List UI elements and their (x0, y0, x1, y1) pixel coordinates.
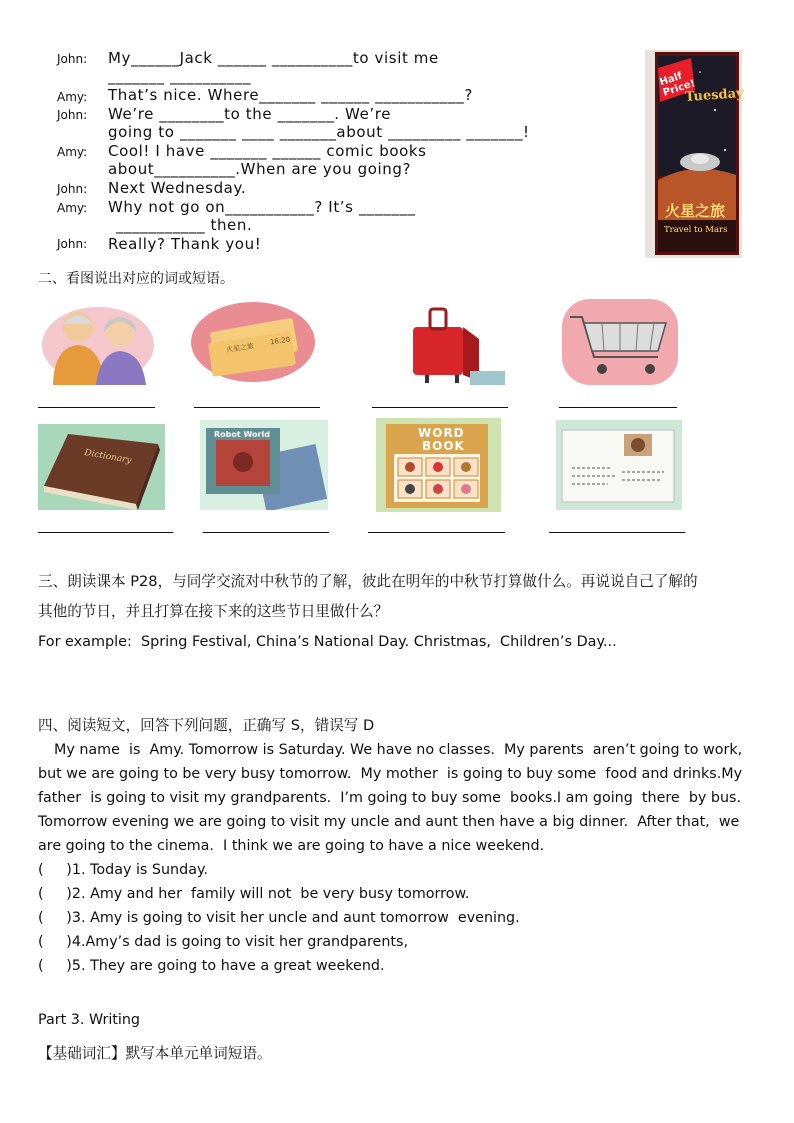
passage-line: but we are going to be very busy tomorrow. My mother is going to buy some food and drinks.My (38, 766, 743, 782)
speaker: Amy: (57, 201, 88, 215)
dialogue-line: Really? Thank you! (108, 235, 262, 253)
comic-book-picture (200, 420, 328, 510)
wordbook-title-1: WORD (418, 426, 465, 440)
answer-line[interactable] (368, 532, 505, 533)
section4-heading: 四、阅读短文，回答下列问题，正确写 S，错误写 D (38, 717, 375, 734)
dictionary-picture (38, 424, 165, 510)
reading-passage (38, 738, 758, 858)
question-4[interactable]: ( )4.Amy’s dad is going to visit her grandparents, (38, 934, 409, 950)
question-3[interactable]: ( )3. Amy is going to visit her uncle and aunt tomorrow evening. (38, 910, 520, 926)
dialogue-line: _______ __________ (108, 67, 252, 85)
dialogue-line: Why not go on___________? It’s _______ (108, 198, 416, 216)
movie-poster (645, 50, 745, 258)
answer-line[interactable] (372, 407, 508, 408)
poster-title-cn: 火星之旅 (665, 202, 726, 220)
dialogue-line: going to _______ ____ _______about _________ _______! (108, 123, 530, 141)
ticket-text: 火星之旅 (225, 342, 255, 354)
part3-subtitle: 【基础词汇】默写本单元单词短语。 (38, 1045, 272, 1062)
speaker: John: (57, 182, 88, 196)
answer-line[interactable] (203, 532, 329, 533)
answer-line[interactable] (559, 407, 677, 408)
comic-title: Robot World (214, 430, 270, 439)
passage-line: Tomorrow evening we are going to visit my uncle and aunt then have a big dinner. After that, we (38, 814, 740, 830)
dialogue-line: We’re ________to the _______. We’re (108, 105, 392, 123)
speaker: Amy: (57, 145, 88, 159)
speaker: John: (57, 52, 88, 66)
dictionary-title: Dictionary (83, 447, 133, 467)
tickets-picture (190, 299, 316, 385)
dialogue-line: Next Wednesday. (108, 179, 247, 197)
speaker: John: (57, 237, 88, 251)
wordbook-title-2: BOOK (422, 439, 465, 453)
speaker: John: (57, 108, 88, 122)
dialogue-line: My______Jack ______ __________to visit me (108, 49, 439, 67)
question-5[interactable]: ( )5. They are going to have a great weekend. (38, 958, 385, 974)
answer-line[interactable] (38, 532, 173, 533)
shopping-cart-picture (562, 299, 678, 385)
question-1[interactable]: ( )1. Today is Sunday. (38, 862, 208, 878)
section3-heading-line2: 其他的节日，并且打算在接下来的这些节日里做什么？ (38, 603, 389, 620)
passage-line: are going to the cinema. I think we are going to have a nice weekend. (38, 838, 545, 854)
answer-line[interactable] (38, 407, 155, 408)
ticket-time: 16:20 (269, 335, 291, 347)
answer-line[interactable] (194, 407, 320, 408)
grandparents-picture (38, 299, 156, 385)
word-book-picture (376, 418, 501, 512)
passage-line: My name is Amy. Tomorrow is Saturday. We have no classes. My parents aren’t going to work, (54, 742, 743, 758)
part3-title: Part 3. Writing (38, 1012, 141, 1028)
section3-heading-line1: 三、朗读课本 P28，与同学交流对中秋节的了解，彼此在明年的中秋节打算做什么。再说说自己了解的 (38, 573, 698, 590)
suitcase-picture (395, 299, 505, 385)
passage-line: father is going to visit my grandparents. I’m going to buy some books.I am going there by bus. (38, 790, 742, 806)
poster-badge: Half Price! (658, 70, 697, 99)
question-2[interactable]: ( )2. Amy and her family will not be very busy tomorrow. (38, 886, 470, 902)
dialogue-line: That’s nice. Where_______ ______ ___________? (108, 86, 473, 104)
dialogue-line: ___________ then. (116, 216, 253, 234)
dialogue-line: about__________.When are you going? (108, 160, 412, 178)
dialogue-line: Cool! I have _______ ______ comic books (108, 142, 427, 160)
poster-title-en: Travel to Mars (664, 225, 728, 235)
section3-example: For example: Spring Festival, China’s National Day. Christmas, Children’s Day... (38, 634, 617, 650)
poster-day: Tuesday (684, 85, 745, 106)
answer-line[interactable] (549, 532, 685, 533)
postcard-picture (556, 420, 682, 510)
speaker: Amy: (57, 90, 88, 104)
section2-heading: 二、看图说出对应的词或短语。 (38, 271, 234, 287)
